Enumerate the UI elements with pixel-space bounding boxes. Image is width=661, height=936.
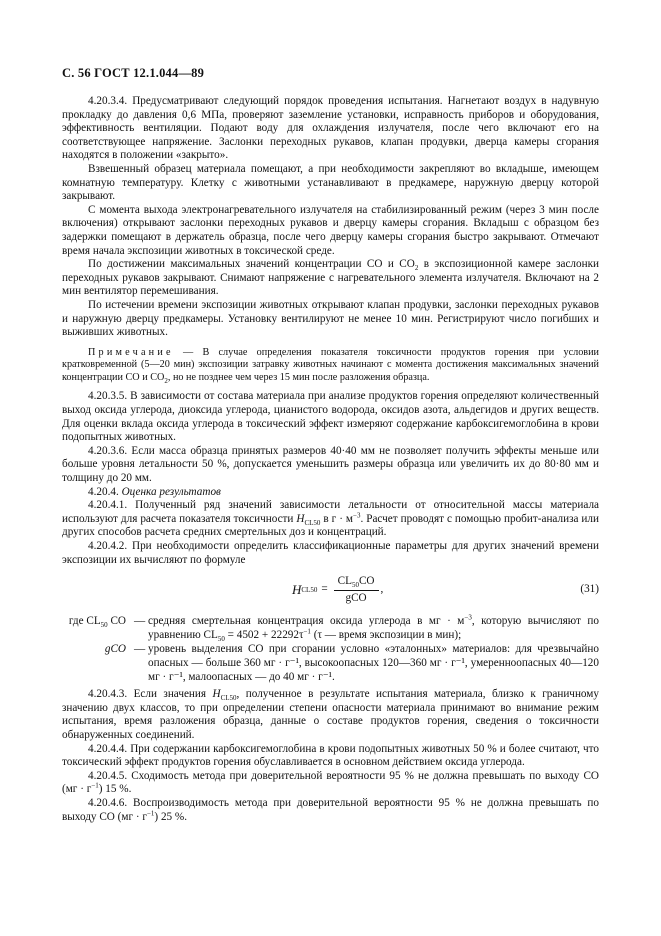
formula-31 xyxy=(62,571,599,609)
definition-description: уровень выделения СО при сгорании условно «эталонных» материалов: для чрезвычайно опасных — больше 360 мг · г⁻¹, высокоопасных 120—360 мг · г⁻¹, умеренноопасных 40—120 мг · г⁻¹, малоопасных — до 40 мг · г⁻¹. xyxy=(148,643,599,683)
document-body xyxy=(62,95,599,824)
paragraph-exposure-start: С момента выхода электронагревательного излучателя на стабилизированный режим (через 3 мин после включения) открывают заслонки переходных рукавов и дверцу камеры сгорания. Вкладыш с образцом без задержки помещают в держатель образца, после чего дверцу камеры сгорания быстро закрывают. Отмечают время начала экспозиции животных в токсической среде. xyxy=(62,203,599,257)
definition-description: средняя смертельная концентрация оксида углерода в мг · $м^{-3}$, которую вычисляют по уравнению $CL_{50} = 4502 + 22292\tau^{-1}$ (τ — время экспозиции в мин); xyxy=(148,613,599,644)
paragraph-4-20-4-1: 4.20.4.1. Полученный ряд значений зависимости летальности от относительной массы материала используют для расчета показателя токсичности $H_{CL50}$ в $г \cdot м^{-3}$. Расчет проводят с помощью пробит-анализа или других способов расчета средних смертельных доз и концентраций. xyxy=(62,499,599,539)
definition-term: gCO xyxy=(104,643,126,656)
paragraph-exposure-end: По истечении времени экспозиции животных открывают клапан продувки, заслонки переходных рукавов и наружную дверцу предкамеры. Установку вентилируют не менее 10 мин. Регистрируют число погибших и выживших животных. xyxy=(62,298,599,339)
definition-term: где $CL_{50}$ CO xyxy=(68,615,126,630)
formula-numerator: $CL_{50}CO$ xyxy=(334,575,379,591)
section-title: Оценка результатов xyxy=(121,485,221,498)
paragraph-4-20-3-6: 4.20.3.6. Если масса образца принятых размеров 40·40 мм не позволяет получить эффекты меньше или больше уровня летальности 50 %, допускается уменьшить размеры образца или увеличить их до 80·80 мм и толщину до 20 мм. xyxy=(62,444,599,485)
formula-fraction xyxy=(334,575,379,605)
paragraph-4-20-4-3: 4.20.4.3. Если значения $H_{CL50}$, полученное в результате испытания материала, близко к граничному значению двух классов, то при определении степени опасности материала принимают во внимание режим испытания, время разложения образца, данные о составе продуктов горения, сведения о токсичности обнаруженных соединений. xyxy=(62,688,599,741)
formula-denominator: gCO xyxy=(345,591,367,604)
formula-lhs: H xyxy=(292,582,302,598)
paragraph-max-concentration: По достижении максимальных значений концентрации СО и $СО_2$ в экспозиционной камере заслонки переходных рукавов закрывают. Снимают напряжение с нагревательного элемента излучателя. Включают на 2 мин вентилятор перемешивания. xyxy=(62,258,600,298)
paragraph-4-20-4-6: 4.20.4.6. Воспроизводимость метода при доверительной вероятности 95 % не должна превышать по выходу СО $(мг \cdot г^{-1})$ 25 %. xyxy=(62,796,599,823)
paragraph-4-20-4-5: 4.20.4.5. Сходимость метода при доверительной вероятности 95 % не должна превышать по выходу СО $(мг \cdot г^{-1})$ 15 %. xyxy=(62,769,599,796)
page-header: С. 56 ГОСТ 12.1.044—89 xyxy=(62,66,205,80)
paragraph-4-20-4-2: 4.20.4.2. При необходимости определить классификационные параметры для других значений времени экспозиции их вычисляют по формуле xyxy=(62,540,599,566)
definition-cl50co: где $CL_{50}$ CO — средняя смертельная концентрация оксида углерода в мг · $м^{-3}$, которую вычисляют по уравнению $CL_{50} = 4502 + 22292\tau^{-1}$ (τ — время экспозиции в мин); xyxy=(62,615,599,642)
formula-expression: H CL50 = $\frac{CL_{50}CO}{\text{gCO}}$ , xyxy=(292,575,384,604)
paragraph-4-20-3-4: 4.20.3.4. Предусматривают следующий порядок проведения испытания. Нагнетают воздух в надувную прокладку до давления 0,6 МПа, проверяют заземление установки, исправность приборов и оборудования, эффективность вентиляции. Подают воду для охлаждения излучателя, после чего включают его на соответствующее напряжение. Заслонки переходных рукавов, клапан продувки, дверца камеры сгорания находятся в положении «закрыто». xyxy=(62,95,599,162)
paragraph-sample-placement: Взвешенный образец материала помещают, а при необходимости закрепляют во вкладыше, имеющем комнатную температуру. Клетку с животными устанавливают в предкамере, наружную дверцу которой закрывают. xyxy=(62,162,599,203)
formula-definitions xyxy=(62,615,599,684)
paragraph-4-20-3-5: 4.20.3.5. В зависимости от состава материала при анализе продуктов горения определяют количественный выход оксида углерода, диоксида углерода, цианистого водорода, оксидов азота, альдегидов и других веществ. Для оценки вклада оксида углерода в токсический эффект измеряют содержание карбоксигемоглобина в крови подопытных животных. xyxy=(62,390,599,444)
formula-equals: = xyxy=(321,583,328,596)
equation-number: (31) xyxy=(580,583,599,596)
definition-gco: gCO — уровень выделения СО при сгорании условно «эталонных» материалов: для чрезвычайно опасных — больше 360 мг · г⁻¹, высокоопасных 120—360 мг · г⁻¹, умеренноопасных 40—120 мг · г⁻¹, малоопасных — до 40 мг · г⁻¹. xyxy=(62,643,599,684)
note: Примечание — В случае определения показателя токсичности продуктов горения при условии кратковременной (5—20 мин) экспозиции затравку животных начинают с момента достижения максимальных значений концентрации СО и $СО_2$, но не позднее чем через 15 мин после разложения образца. xyxy=(62,346,599,385)
note-label: Примечание xyxy=(88,346,174,358)
section-heading-4-20-4: 4.20.4. Оценка результатов xyxy=(88,485,221,498)
paragraph-4-20-4-4: 4.20.4.4. При содержании карбоксигемоглобина в крови подопытных животных 50 % и более считают, что токсический эффект продуктов горения обуславливается в основном действием оксида углерода. xyxy=(62,742,599,769)
